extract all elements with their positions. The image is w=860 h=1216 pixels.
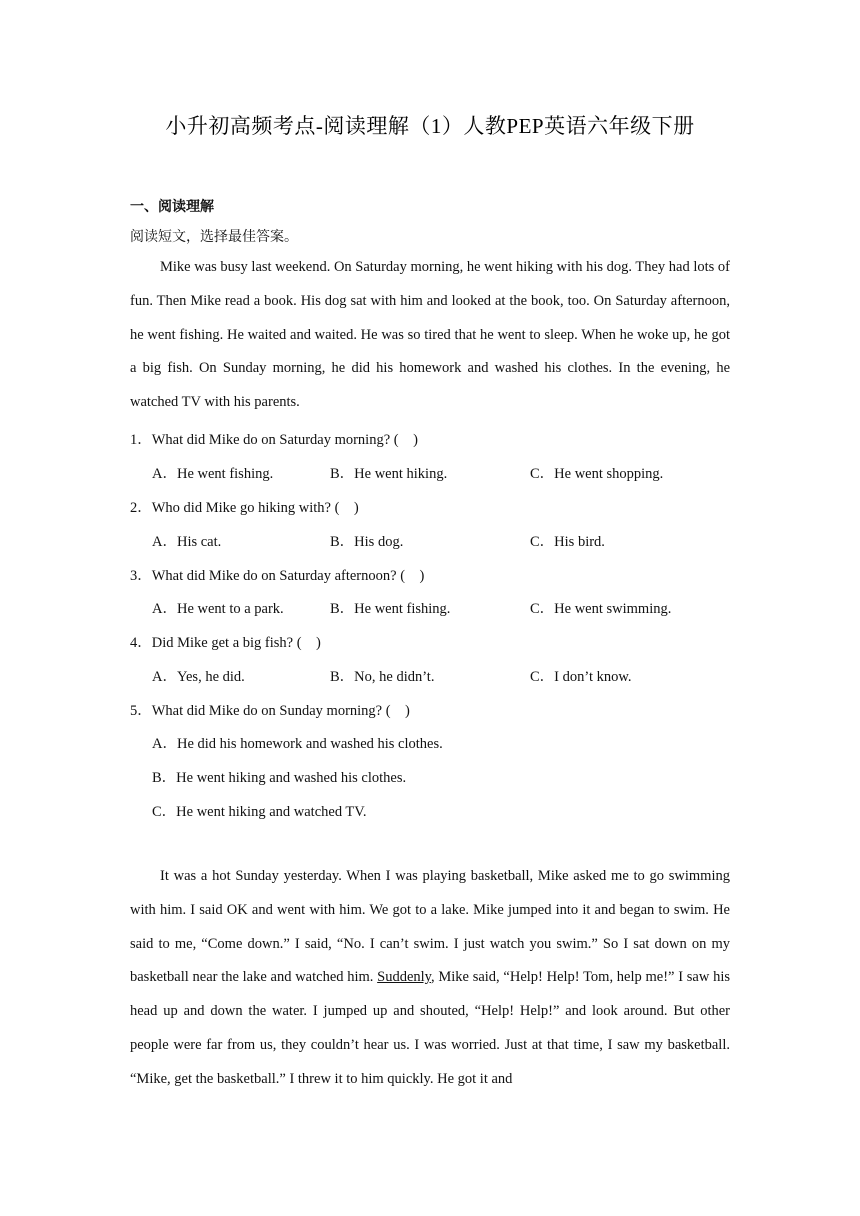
passage-2 — [130, 860, 730, 1097]
question-2-option-c: C．His bird. — [530, 534, 605, 550]
question-4: 4．Did Mike get a big fish? ( ) — [130, 635, 321, 651]
question-5: 5．What did Mike do on Sunday morning? ( ) — [130, 703, 410, 719]
question-5-option-b: B．He went hiking and washed his clothes. — [152, 770, 407, 786]
question-1: 1．What did Mike do on Saturday morning? ( ) — [130, 432, 418, 448]
question-4-option-c: C．I don’t know. — [530, 669, 632, 685]
question-1-option-c: C．He went shopping. — [530, 466, 664, 482]
page-title: 小升初高频考点-阅读理解（1）人教PEP英语六年级下册 — [165, 114, 695, 138]
question-1-option-b: B．He went hiking. — [330, 466, 448, 482]
underlined-word: Suddenly — [377, 969, 431, 986]
question-2-option-a: A．His cat. — [152, 534, 222, 550]
question-2: 2．Who did Mike go hiking with? ( ) — [130, 500, 359, 516]
question-3-option-a: A．He went to a park. — [152, 601, 284, 617]
question-1-option-a: A．He went fishing. — [152, 466, 274, 482]
question-4-option-a: A．Yes, he did. — [152, 669, 245, 685]
question-3-option-b: B．He went fishing. — [330, 601, 451, 617]
question-4-option-b: B．No, he didn’t. — [330, 669, 435, 685]
question-3-option-c: C．He went swimming. — [530, 601, 672, 617]
section-heading: 一、阅读理解 — [130, 199, 214, 215]
question-5-option-c: C．He went hiking and watched TV. — [152, 804, 367, 820]
passage-2-text-after: , Mike said, “Help! Help! Tom, help me!” I saw his head up and down the water. I jumped up and shouted, “Help! Help!” and look around. But other people were far from us, they couldn’t hear us. I was worried. Just at that time, I saw my basketball. “Mike, get the basketball.” I threw it to him quickly. He got it and — [130, 969, 730, 1087]
passage-2-text-before: It was a hot Sunday yesterday. When I was playing basketball, Mike asked me to go swimming with him. I said OK and went with him. We got to a lake. Mike jumped into it and began to swim. He said to me, “Come down.” I said, “No. I can’t swim. I just watch you swim.” So I sat down on my basketball near the lake and watched him. — [130, 868, 730, 986]
question-5-option-a: A．He did his homework and washed his clothes. — [152, 736, 443, 752]
passage-1: Mike was busy last weekend. On Saturday morning, he went hiking with his dog. They had lots of fun. Then Mike read a book. His dog sat with him and looked at the book, too. On Saturday afternoon, he went fishing. He waited and waited. He was so tired that he went to sleep. When he woke up, he got a big fish. On Sunday morning, he did his homework and washed his clothes. In the evening, he watched TV with his parents. — [130, 259, 730, 411]
question-3: 3．What did Mike do on Saturday afternoon? ( ) — [130, 568, 425, 584]
instruction-text: 阅读短文，选择最佳答案。 — [130, 229, 298, 245]
question-2-option-b: B．His dog. — [330, 534, 404, 550]
